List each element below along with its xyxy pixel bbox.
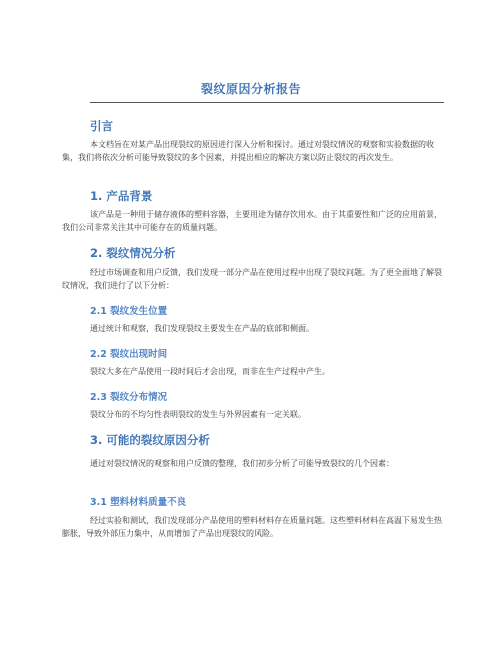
heading-possible-causes: 3. 可能的裂纹原因分析 xyxy=(90,433,210,447)
heading-intro: 引言 xyxy=(90,119,113,133)
paragraph-crack-time: 裂纹大多在产品使用一段时间后才会出现，而非在生产过程中产生。 xyxy=(90,367,330,376)
paragraph-crack-distribution: 裂纹分布的不均匀性表明裂纹的发生与外界因素有一定关联。 xyxy=(90,410,306,419)
heading-crack-analysis: 2. 裂纹情况分析 xyxy=(90,246,176,260)
paragraph-crack-analysis: 经过市场调查和用户反馈，我们发现一部分产品在使用过程中出现了裂纹问题。为了更全面地了解裂纹情况，我们进行了以下分析： xyxy=(62,268,442,290)
paragraph-plastic-quality: 经过实验和测试，我们发现部分产品使用的塑料材料存在质量问题。这些塑料材料在高温下易发生热膨胀，导致外部压力集中，从而增加了产品出现裂纹的风险。 xyxy=(62,516,442,538)
paragraph-crack-location: 通过统计和观察，我们发现裂纹主要发生在产品的底部和侧面。 xyxy=(90,324,314,333)
paragraph-possible-causes: 通过对裂纹情况的观察和用户反馈的整理，我们初步分析了可能导致裂纹的几个因素： xyxy=(90,459,394,468)
title-divider xyxy=(90,102,444,103)
paragraph-product-background: 该产品是一种用于储存液体的塑料容器，主要用途为储存饮用水。由于其重要性和广泛的应用前景，我们公司非常关注其中可能存在的质量问题。 xyxy=(62,210,442,232)
heading-plastic-quality: 3.1 塑料材料质量不良 xyxy=(90,497,187,508)
paragraph-intro: 本文档旨在对某产品出现裂纹的原因进行深入分析和探讨。通过对裂纹情况的观察和实验数据的收集，我们将依次分析可能导致裂纹的多个因素，并提出相应的解决方案以防止裂纹的再次发生。 xyxy=(62,140,434,162)
heading-product-background: 1. 产品背景 xyxy=(90,189,153,203)
heading-crack-distribution: 2.3 裂纹分布情况 xyxy=(90,392,168,403)
heading-crack-location: 2.1 裂纹发生位置 xyxy=(90,306,168,317)
document-title: 裂纹原因分析报告 xyxy=(200,82,301,96)
heading-crack-time: 2.2 裂纹出现时间 xyxy=(90,349,168,360)
